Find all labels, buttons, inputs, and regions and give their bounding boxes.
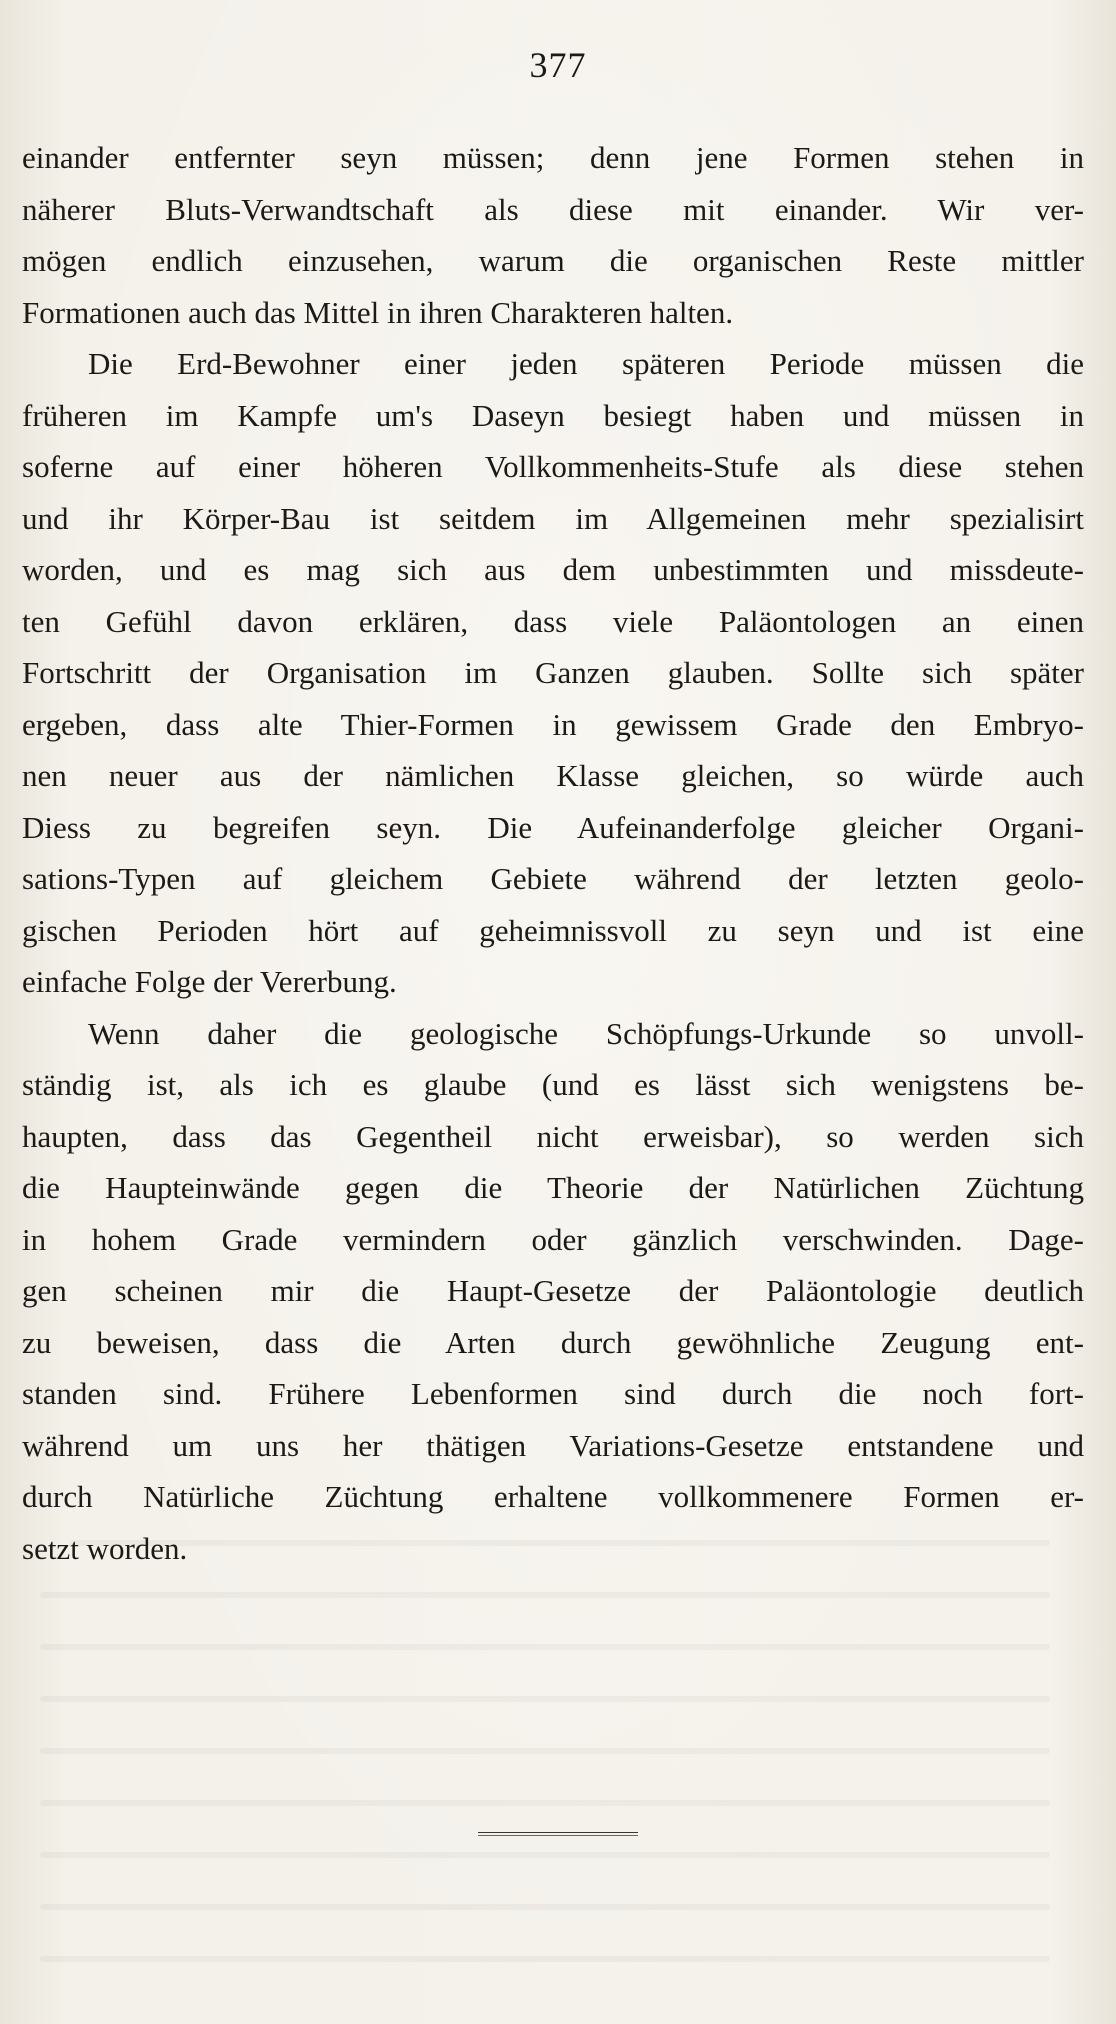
text-line: näherer Bluts-Verwandtschaft als diese mit einander. Wir ver- <box>22 191 1084 227</box>
text-line: ständig ist, als ich es glaube (und es lässt sich wenigstens be- <box>22 1067 1084 1102</box>
text-line: Fortschritt der Organisation im Ganzen glauben. Sollte sich später <box>22 655 1084 690</box>
text-line: in hohem Grade vermindern oder gänzlich verschwinden. Dage- <box>22 1221 1084 1257</box>
text-line: einfache Folge der Vererbung. <box>22 964 397 999</box>
text-line: haupten, dass das Gegentheil nicht erweisbar), so werden sich <box>22 1118 1084 1154</box>
section-end-rule <box>478 1832 638 1836</box>
text-line: Formationen auch das Mittel in ihren Charakteren halten. <box>22 294 734 330</box>
text-line: setzt worden. <box>22 1530 188 1566</box>
text-line: während um uns her thätigen Variations-Gesetze entstandene und <box>22 1427 1084 1463</box>
text-line: Diess zu begreifen seyn. Die Aufeinanderfolge gleicher Organi- <box>22 809 1084 845</box>
text-line: Wenn daher die geologische Schöpfungs-Urkunde so unvoll- <box>88 1015 1084 1051</box>
text-line: gen scheinen mir die Haupt-Gesetze der Paläontologie deutlich <box>22 1273 1084 1308</box>
text-line: sations-Typen auf gleichem Gebiete während der letzten geolo- <box>22 861 1084 896</box>
body-text <box>22 132 1084 1574</box>
text-line: mögen endlich einzusehen, warum die organischen Reste mittler <box>22 243 1084 278</box>
text-line: gischen Perioden hört auf geheimnissvoll zu seyn und ist eine <box>22 912 1084 948</box>
text-line: früheren im Kampfe um's Daseyn besiegt haben und müssen in <box>22 397 1084 433</box>
text-line: die Haupteinwände gegen die Theorie der Natürlichen Züchtung <box>22 1170 1084 1205</box>
text-line: soferne auf einer höheren Vollkommenheits-Stufe als diese stehen <box>22 449 1084 484</box>
text-line: standen sind. Frühere Lebenformen sind durch die noch fort- <box>22 1376 1084 1411</box>
text-line: und ihr Körper-Bau ist seitdem im Allgemeinen mehr spezialisirt <box>22 500 1084 536</box>
text-line: worden, und es mag sich aus dem unbestimmten und missdeute- <box>22 552 1084 587</box>
text-line: zu beweisen, dass die Arten durch gewöhnliche Zeugung ent- <box>22 1324 1084 1360</box>
text-line: einander entfernter seyn müssen; denn jene Formen stehen in <box>22 140 1084 175</box>
page-number: 377 <box>529 45 587 85</box>
text-line: ten Gefühl davon erklären, dass viele Paläontologen an einen <box>22 603 1084 639</box>
text-line: durch Natürliche Züchtung erhaltene vollkommenere Formen er- <box>22 1479 1084 1514</box>
text-line: Die Erd-Bewohner einer jeden späteren Periode müssen die <box>88 346 1084 381</box>
text-line: nen neuer aus der nämlichen Klasse gleichen, so würde auch <box>22 758 1084 793</box>
text-line: ergeben, dass alte Thier-Formen in gewissem Grade den Embryo- <box>22 706 1084 742</box>
